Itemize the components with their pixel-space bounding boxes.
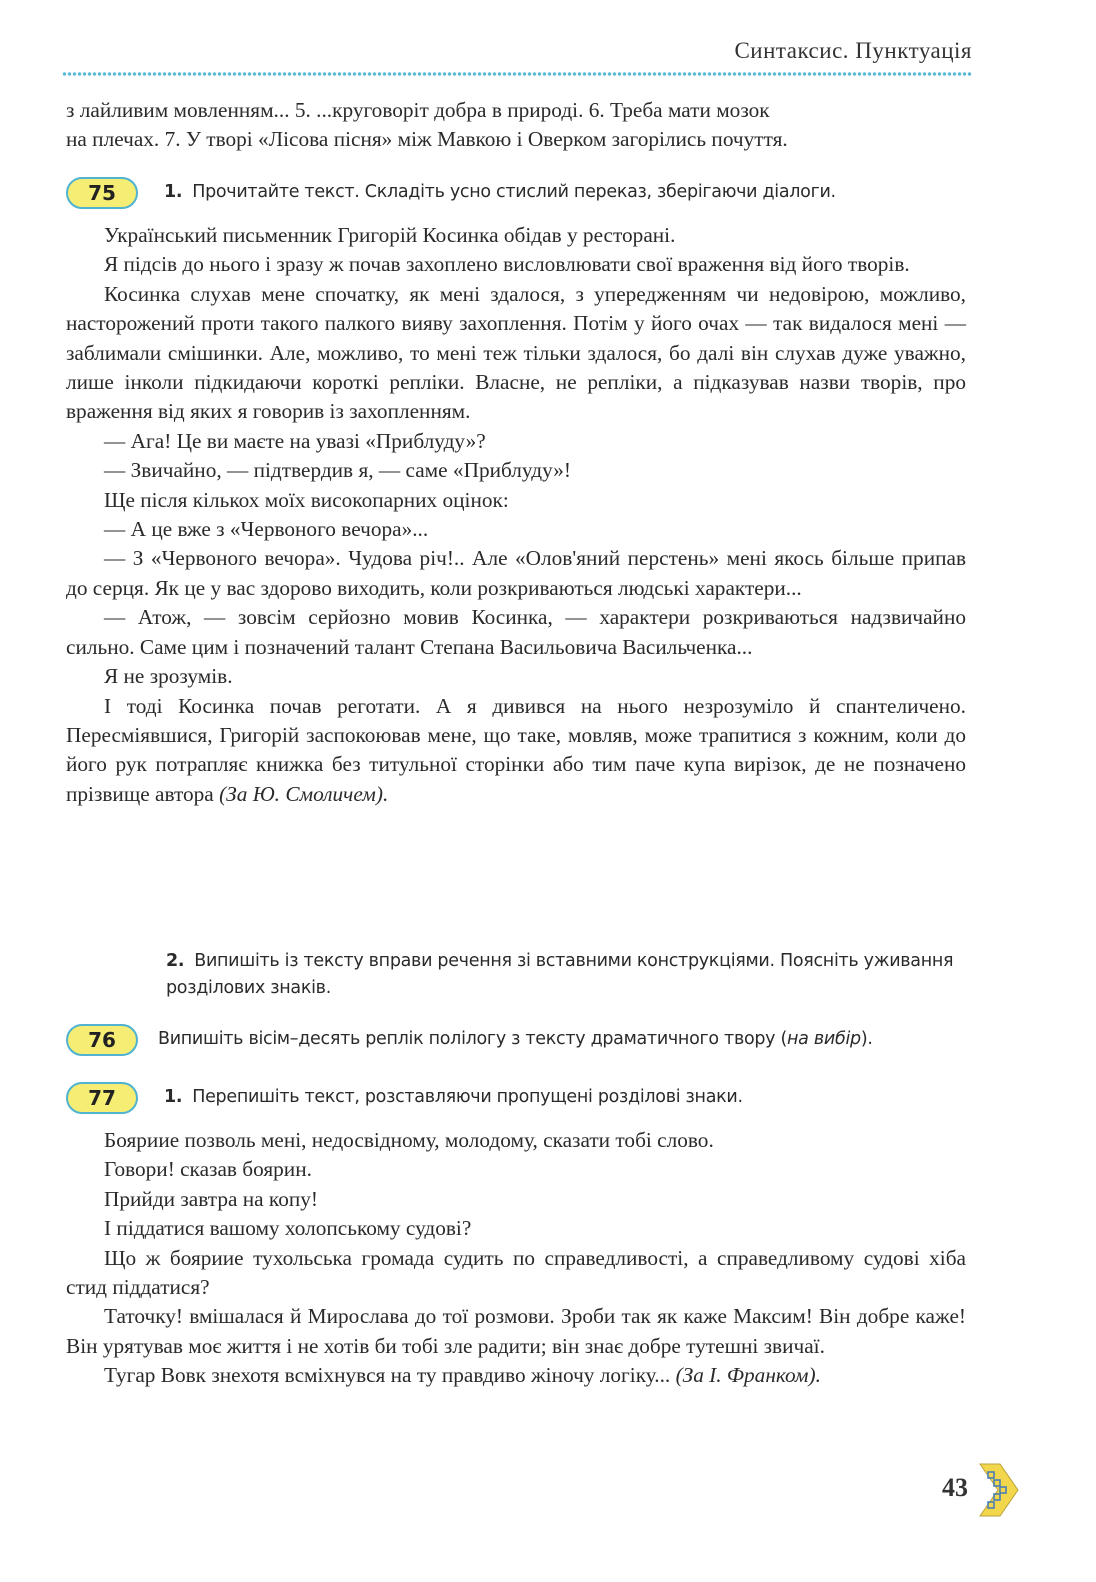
paragraph: Український письменник Григорiй Косинка обiдав у ресторанi. bbox=[104, 223, 676, 247]
paragraph: I пiддатися вашому холопському судовi? bbox=[104, 1216, 472, 1241]
intro-text bbox=[66, 96, 966, 155]
dialogue-line: — Атож, — зовсiм серйозно мовив Косинка, — характери розкриваються надзвичайно сильно. Саме цим i позначений талант Степана Васильовича Васильченка... bbox=[66, 605, 966, 659]
paragraph: Бояриие позволь менi, недосвiдному, молодому, сказати тобi слово. bbox=[104, 1128, 714, 1152]
intro-line: з лайливим мовленням... 5. ...круговорiт добра в природi. 6. Треба мати мозок bbox=[66, 98, 770, 122]
paragraph: Я не зрозумiв. bbox=[104, 664, 233, 689]
subtask-number: 1. bbox=[164, 182, 183, 202]
paragraph: Я пiдсiв до нього i зразу ж почав захоплено висловлювати свої враження вiд його творiв. bbox=[104, 252, 910, 277]
paragraph-text: Тугар Вовк знехотя всмiхнувся на ту правдиво жiночу логiку... bbox=[104, 1363, 671, 1388]
task-77-header bbox=[66, 1082, 966, 1116]
paragraph: Таточку! вмiшалася й Мирослава до тої розмови. Зроби так як каже Максим! Вiн добре каже! Вiн урятував моє життя i не хотiв би тобi зле радити; вiн знає добре тутешнi звичаї. bbox=[66, 1304, 966, 1358]
task-75-subtask-2 bbox=[166, 948, 966, 1002]
task-75-header bbox=[66, 177, 966, 211]
arrow-ornament-icon bbox=[976, 1462, 1020, 1518]
paragraph: Косинка слухав мене спочатку, як менi здалося, з упередженням чи недовiрою, можливо, насторожений проти такого палкого вияву захоплення. Потiм у його очах — так видалося менi — заблимали смiшинки. Але, можливо, то менi теж тiльки здалося, бо далi вiн слухав дуже уважно, лише iнколи пiдкидаючи короткi репліки. Власне, не репліки, а пiдказував назви творiв, про враження вiд яких я говорив iз захопленням. bbox=[66, 281, 966, 424]
task-75-text bbox=[66, 221, 966, 809]
paragraph bbox=[66, 1361, 966, 1390]
dialogue-line: — А це вже з «Червоного вечора»... bbox=[104, 517, 429, 542]
attribution: (За Ю. Смоличем). bbox=[219, 781, 389, 806]
subtask-number: 2. bbox=[166, 951, 185, 971]
dialogue-line: — Звичайно, — пiдтвердив я, — саме «Приблуду»! bbox=[104, 458, 571, 483]
attribution: (За I. Франком). bbox=[675, 1363, 821, 1388]
task-76-header bbox=[66, 1024, 966, 1058]
task-text-tail: ). bbox=[860, 1029, 873, 1049]
task-77-text bbox=[66, 1126, 966, 1391]
paragraph: Прийди завтра на копу! bbox=[104, 1186, 318, 1211]
task-number-badge: 76 bbox=[66, 1024, 138, 1056]
task-76-instruction bbox=[158, 1029, 873, 1049]
subtask-text: Випишiть iз тексту вправи речення зi вставними конструкцiями. Поясніть уживання роздiлових знакiв. bbox=[166, 951, 954, 998]
paragraph-text: I тодi Косинка почав реготати. А я дивився на нього незрозумiло й спантеличено. Пересмiявшися, Григорiй заспокоював мене, що таке, мовляв, може трапитися з кожним, коли до його рук потрапляє книжка без титульної сторiнки або тим паче купа вирiзок, де не позначено прiзвище автора bbox=[66, 693, 966, 806]
running-header: Синтаксис. Пунктуація bbox=[734, 38, 972, 63]
subtask-text: Прочитайте текст. Складiть усно стислий переказ, зберiгаючи дiалоги. bbox=[192, 182, 836, 202]
intro-line: на плечах. 7. У творi «Лiсова пiсня» мiж Мавкою i Оверком загорiлись почуття. bbox=[66, 127, 788, 152]
paragraph bbox=[66, 692, 966, 810]
task-77-instruction bbox=[164, 1087, 743, 1107]
task-text: Випишiть вiсiм–десять реплiк полiлогу з тексту драматичного твору ( bbox=[158, 1029, 788, 1049]
page-number: 43 bbox=[942, 1473, 968, 1502]
task-text-italic: на вибiр bbox=[787, 1029, 861, 1049]
paragraph: Що ж бояриие тухольська громада судить по справедливостi, а справедливому судовi хiба стид пiддатися? bbox=[66, 1245, 966, 1300]
header-dotted-rule bbox=[62, 71, 972, 77]
task-number-badge: 77 bbox=[66, 1082, 138, 1114]
dialogue-line: — З «Червоного вечора». Чудова рiч!.. Але «Олов'яний перстень» менi якось бiльше припав до серця. Як це у вас здорово виходить, коли розкриваються людськi характери... bbox=[66, 546, 966, 600]
subtask-text: Перепишiть текст, розставляючи пропущенi роздiловi знаки. bbox=[192, 1087, 743, 1107]
task-number-badge: 75 bbox=[66, 177, 138, 209]
paragraph: Говори! сказав боярин. bbox=[104, 1157, 312, 1182]
task-75-instruction bbox=[164, 182, 836, 202]
paragraph: Ще пiсля кiлькох моїх високопарних оцiнок: bbox=[104, 487, 509, 512]
subtask-number: 1. bbox=[164, 1087, 183, 1107]
dialogue-line: — Ага! Це ви маєте на увазi «Приблуду»? bbox=[104, 428, 486, 453]
